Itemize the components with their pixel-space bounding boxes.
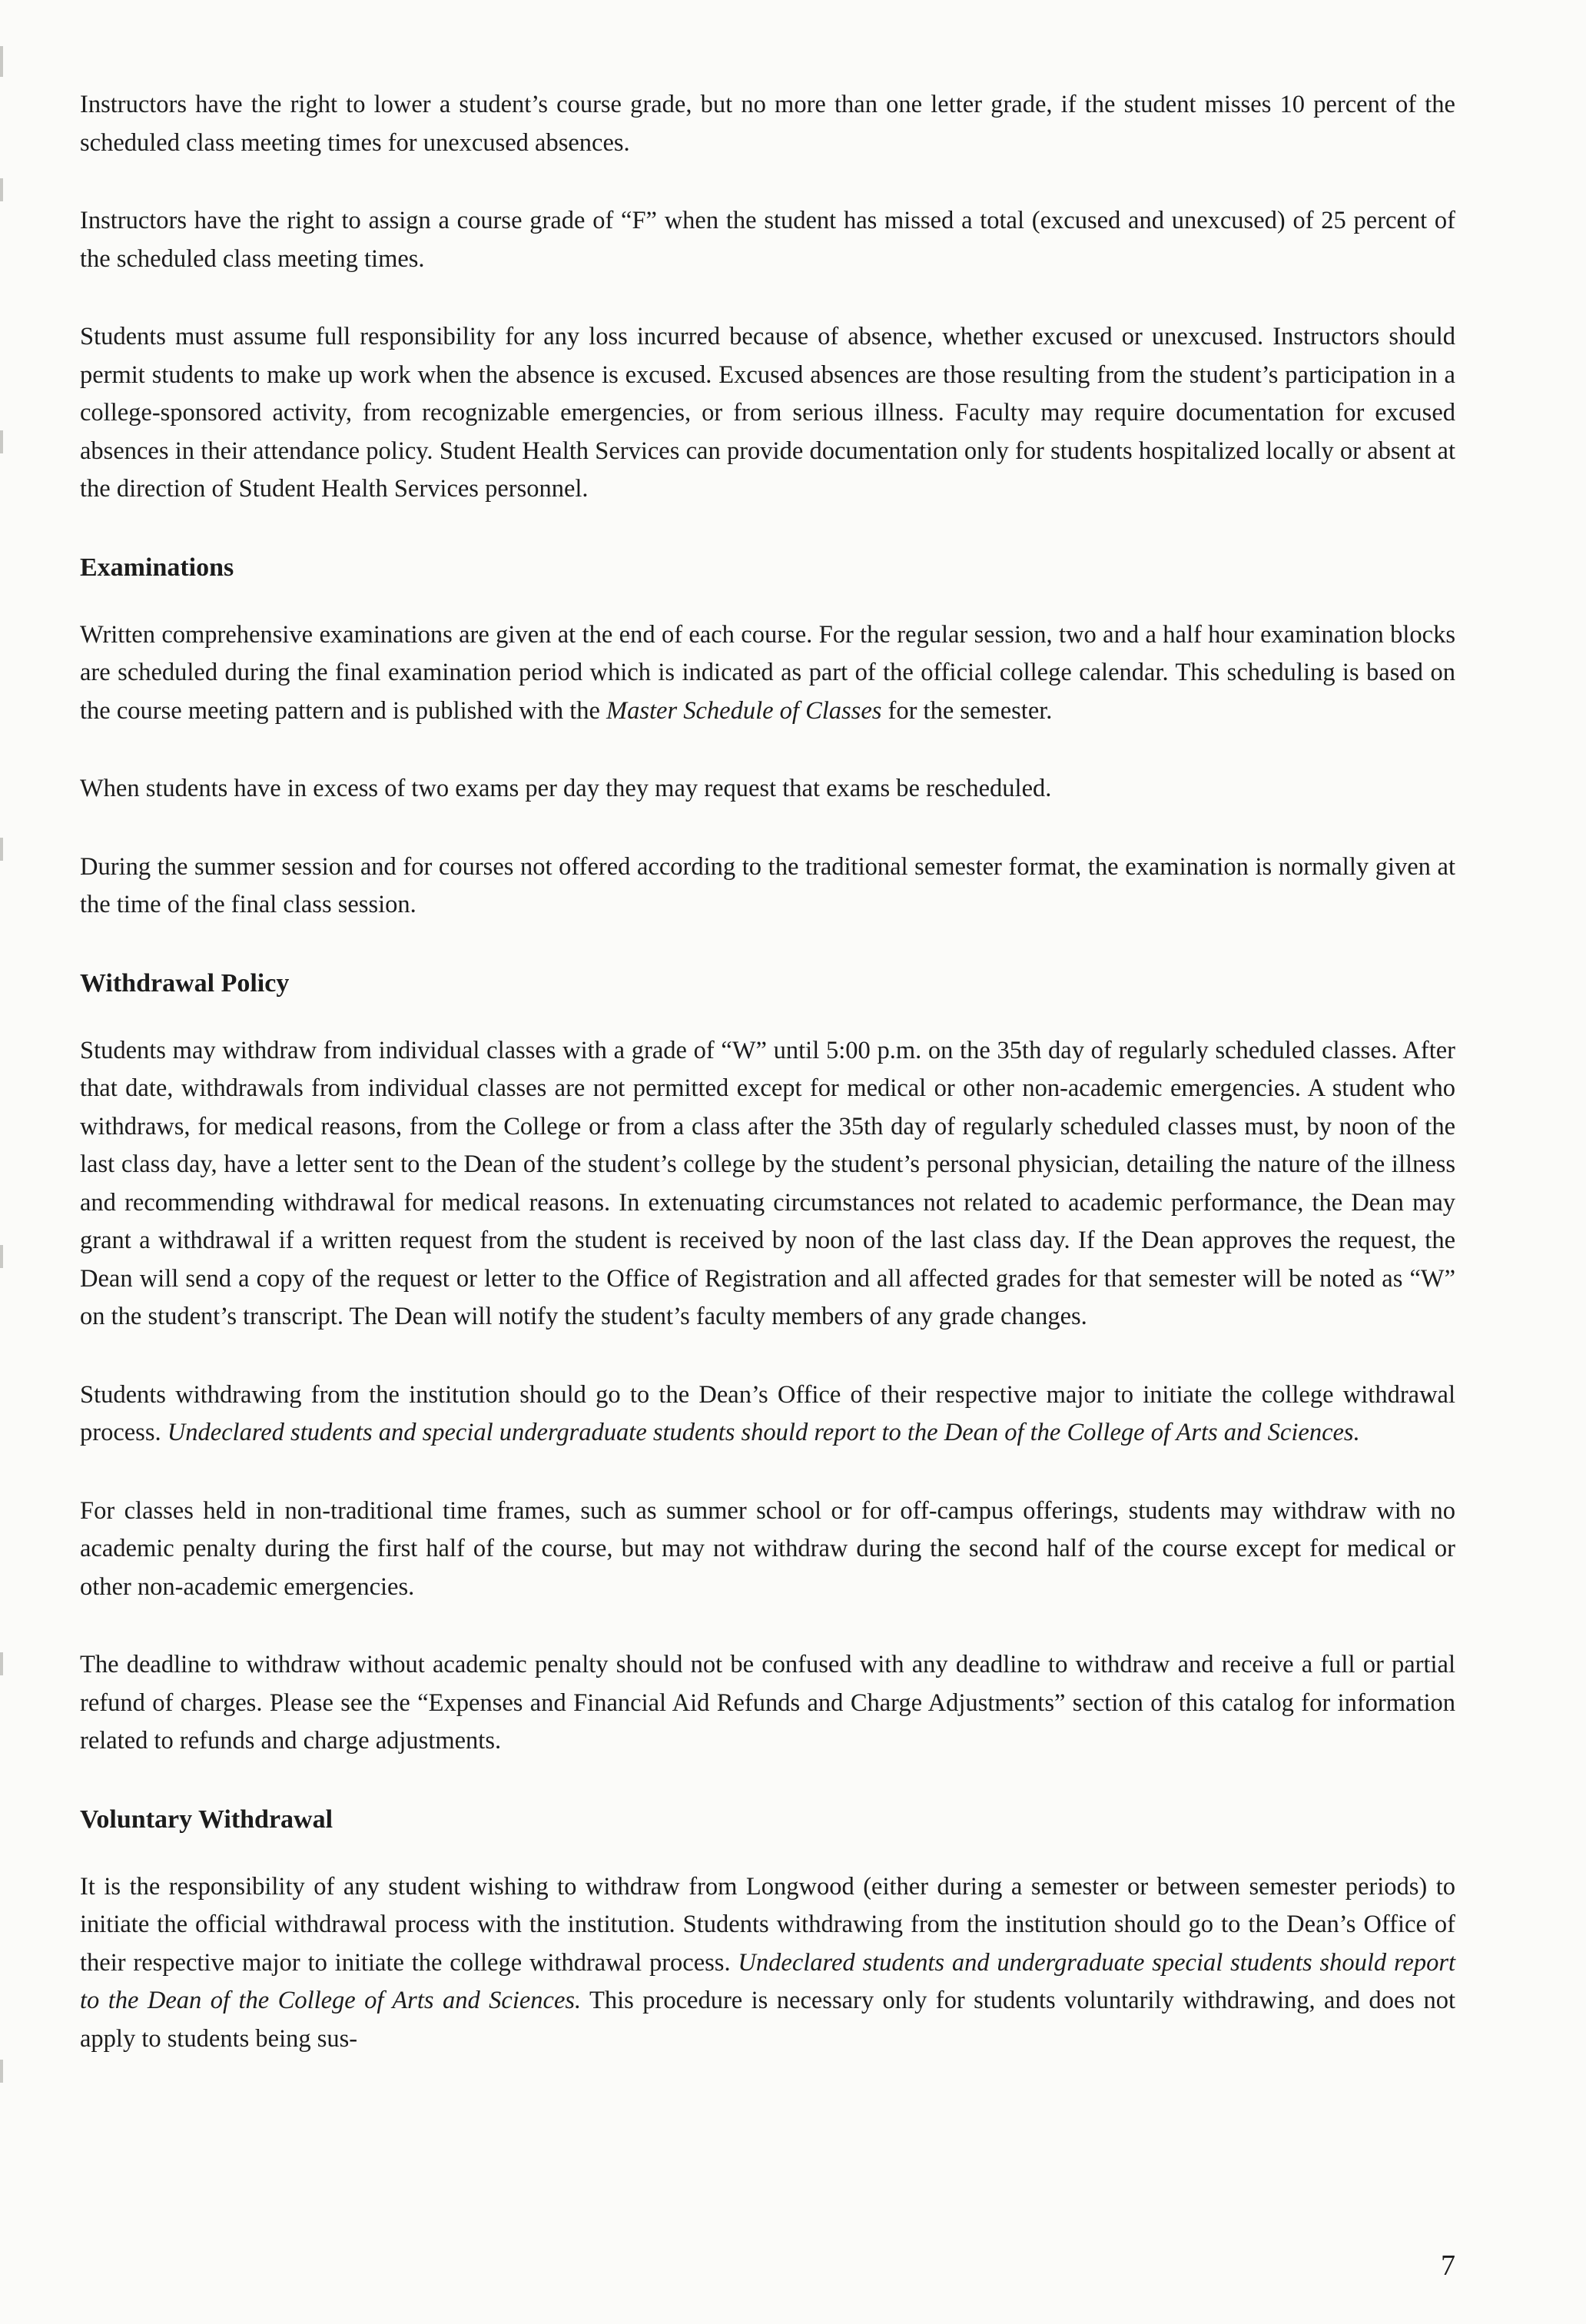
text-run: When students have in excess of two exams per day they may request that exams be rescheduled. bbox=[80, 775, 1052, 802]
scan-edge-mark bbox=[0, 1652, 3, 1675]
paragraph bbox=[80, 770, 1455, 808]
scan-edge-mark bbox=[0, 178, 3, 201]
text-run: For classes held in non-traditional time frames, such as summer school or for off-campus offerings, students may withdraw with no academic penalty during the first half of the course, but may not withdraw during the second half of the course except for medical or other non-academic emergencies. bbox=[80, 1496, 1455, 1601]
text-run: Students withdrawing from the institution should go to the Dean’s Office of their respective major to initiate the college withdrawal process. bbox=[80, 1380, 1455, 1446]
italic-text: Undeclared students and special undergraduate students should report to the Dean of the College of Arts and Sciences. bbox=[167, 1419, 1360, 1446]
paragraph bbox=[80, 616, 1455, 731]
italic-text: Undeclared students and undergraduate special students should report to the Dean of the College of Arts and Sciences. bbox=[80, 1948, 1455, 2014]
paragraph bbox=[80, 1376, 1455, 1452]
section-heading: Withdrawal Policy bbox=[80, 968, 290, 998]
text-column bbox=[80, 86, 1455, 2098]
paragraph bbox=[80, 1646, 1455, 1761]
paragraph bbox=[80, 318, 1455, 509]
scan-edge-mark bbox=[0, 2060, 3, 2083]
text-run: for the semester. bbox=[881, 696, 1053, 725]
text-run: Students must assume full responsibility for any loss incurred because of absence, whether excused or unexcused. Instructors should permit students to make up work when the absence is excused. Excused absences are those resulting from the student’s participation in a college-sponsored activity, from recognizable emergencies, or from serious illness. Faculty may require documentation for excused absences in their attendance policy. Student Health Services can provide documentation only for students hospitalized locally or absent at the direction of Student Health Services personnel. bbox=[80, 323, 1455, 503]
text-run: During the summer session and for courses not offered according to the traditional semester format, the examination is normally given at the time of the final class session. bbox=[80, 852, 1455, 918]
paragraph bbox=[80, 1492, 1455, 1607]
paragraph bbox=[80, 848, 1455, 925]
section-heading: Examinations bbox=[80, 553, 234, 582]
section-heading: Voluntary Withdrawal bbox=[80, 1804, 333, 1834]
text-run: Instructors have the right to assign a course grade of “F” when the student has missed a total (excused and unexcused) of 25 percent of the scheduled class meeting times. bbox=[80, 207, 1455, 273]
section-attendance bbox=[80, 86, 1455, 509]
italic-text: Master Schedule of Classes bbox=[606, 696, 882, 725]
text-run: Written comprehensive examinations are given at the end of each course. For the regular session, two and a half hour examination blocks are scheduled during the final examination period which is indicated as part of the official college calendar. This scheduling is based on the course meeting pattern and is published with the bbox=[80, 620, 1455, 725]
text-run: The deadline to withdraw without academic penalty should not be confused with any deadline to withdraw and receive a full or partial refund of charges. Please see the “Expenses and Financial Aid Refunds and Charge Adjustments” section of this catalog for information related to refunds and charge adjustments. bbox=[80, 1651, 1455, 1755]
paragraph bbox=[80, 1032, 1455, 1336]
text-run: It is the responsibility of any student wishing to withdraw from Longwood (either during a semester or between semester periods) to initiate the official withdrawal process with the institution. Students withdrawing from the institution should go to the Dean’s Office of their respective major to initiate the college withdrawal process. bbox=[80, 1872, 1455, 1977]
page-number: 7 bbox=[1441, 2249, 1455, 2282]
scan-edge-mark bbox=[0, 430, 3, 453]
scan-edge-mark bbox=[0, 838, 3, 861]
section-voluntary-withdrawal bbox=[80, 1801, 1455, 2059]
paragraph bbox=[80, 1868, 1455, 2059]
scan-edge-mark bbox=[0, 1245, 3, 1268]
section-withdrawal-policy bbox=[80, 964, 1455, 1761]
text-run: This procedure is necessary only for students voluntarily withdrawing, and does not apply to students being sus- bbox=[80, 1987, 1455, 2053]
scan-edge-mark bbox=[0, 46, 3, 77]
text-run: Instructors have the right to lower a student’s course grade, but no more than one letter grade, if the student misses 10 percent of the scheduled class meeting times for unexcused absences. bbox=[80, 91, 1455, 157]
section-examinations bbox=[80, 549, 1455, 925]
text-run: Students may withdraw from individual classes with a grade of “W” until 5:00 p.m. on the 35th day of regularly scheduled classes. After that date, withdrawals from individual classes are not permitted except for medical or other non-academic emergencies. A student who withdraws, for medical reasons, from the College or from a class after the 35th day of regularly scheduled classes must, by noon of the last class day, have a letter sent to the Dean of the student’s college by the student’s personal physician, detailing the nature of the illness and recommending withdrawal for medical reasons. In extenuating circumstances not related to academic performance, the Dean may grant a withdrawal if a written request from the student is received by noon of the last class day. If the Dean approves the request, the Dean will send a copy of the request or letter to the Office of Registration and all affected grades for that semester will be noted as “W” on the student’s transcript. The Dean will notify the student’s faculty members of any grade changes. bbox=[80, 1036, 1455, 1330]
paragraph bbox=[80, 86, 1455, 162]
paragraph bbox=[80, 202, 1455, 278]
